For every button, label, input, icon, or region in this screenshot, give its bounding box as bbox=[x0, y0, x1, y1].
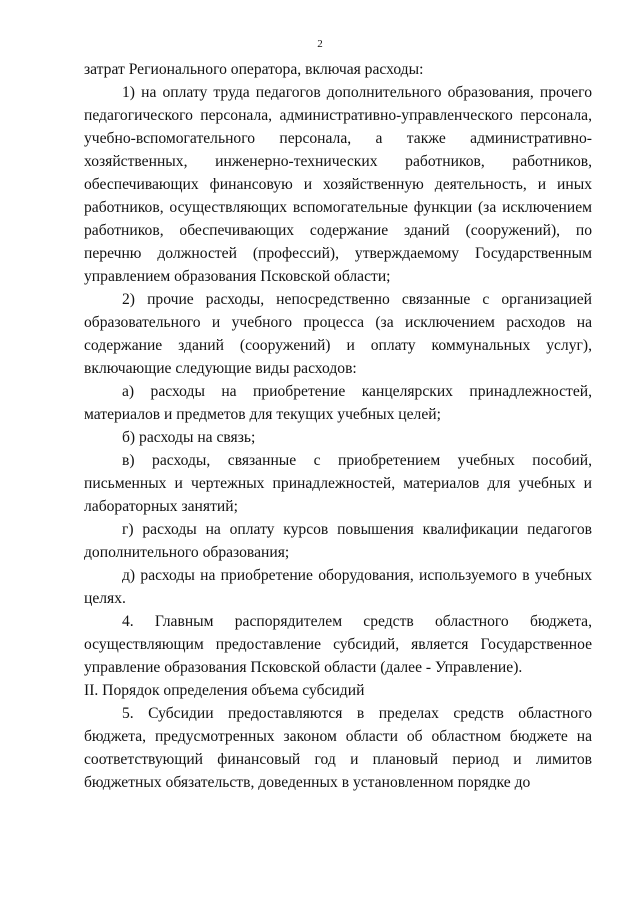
paragraph-item-1: 1) на оплату труда педагогов дополнительного образования, прочего педагогического персонала, административно-управленческого персонала, учебно-вспомогательного персонала, а также административно-хозяйственных, инженерно-технических работников, работников, обеспечивающих финансовую и хозяйственную деятельность, и иных работников, осуществляющих вспомогательные функции (за исключением работников, обеспечивающих содержание зданий (сооружений), по перечню должностей (профессий), утверждаемому Государственным управлением образования Псковской области; bbox=[84, 84, 592, 285]
paragraph-clause-5: 5. Субсидии предоставляются в пределах средств областного бюджета, предусмотренных законом области об областном бюджете на соответствующий финансовый год и плановый период и лимитов бюджетных обязательств, доведенных в установленном порядке до bbox=[84, 705, 592, 791]
section-heading: II. Порядок определения объема субсидий bbox=[84, 682, 365, 699]
page-number: 2 bbox=[317, 38, 323, 50]
paragraph-subitem-v: в) расходы, связанные с приобретением учебных пособий, письменных и чертежных принадлежностей, материалов для учебных и лабораторных занятий; bbox=[84, 452, 592, 515]
paragraph-subitem-d: д) расходы на приобретение оборудования, используемого в учебных целях. bbox=[84, 567, 592, 607]
paragraph-clause-4: 4. Главным распорядителем средств областного бюджета, осуществляющим предоставление субсидий, является Государственное управление образования Псковской области (далее - Управление). bbox=[84, 613, 592, 676]
paragraph-subitem-b: б) расходы на связь; bbox=[122, 429, 256, 446]
paragraph-subitem-a: а) расходы на приобретение канцелярских принадлежностей, материалов и предметов для текущих учебных целей; bbox=[84, 383, 592, 423]
paragraph-intro: затрат Регионального оператора, включая расходы: bbox=[84, 61, 424, 78]
document-body bbox=[84, 58, 592, 794]
paragraph-item-2: 2) прочие расходы, непосредственно связанные с организацией образовательного и учебного процесса (за исключением расходов на содержание зданий (сооружений) и оплату коммунальных услуг), включающие следующие виды расходов: bbox=[84, 291, 592, 377]
paragraph-subitem-g: г) расходы на оплату курсов повышения квалификации педагогов дополнительного образования; bbox=[84, 521, 592, 561]
